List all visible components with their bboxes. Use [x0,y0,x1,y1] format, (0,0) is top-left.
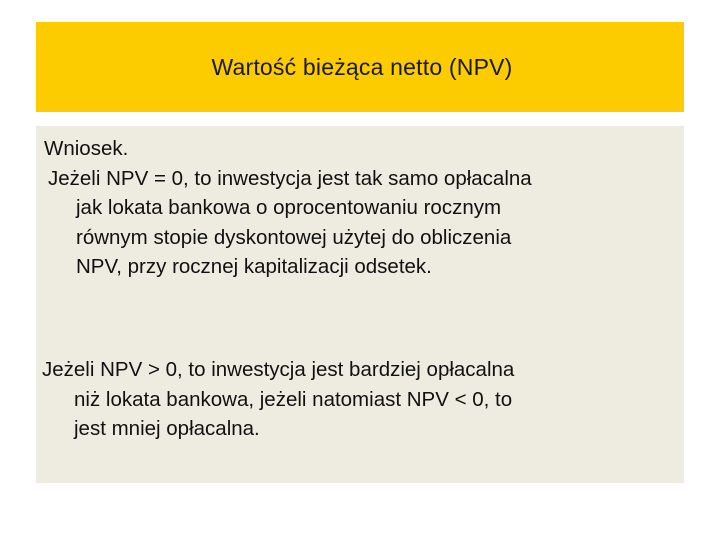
paragraph-second [42,355,514,444]
paragraph1-line-4: NPV, przy rocznej kapitalizacji odsetek. [76,255,432,278]
paragraph2-line-3: jest mniej opłacalna. [74,417,260,440]
slide-title: Wartość bieżąca netto (NPV) [211,53,513,80]
paragraph-conclusion [44,134,532,282]
paragraph1-line-3: równym stopie dyskontowej użytej do obliczenia [76,225,512,249]
title-bar [36,22,684,112]
paragraph2-line-2: niż lokata bankowa, jeżeli natomiast NPV < 0, to [74,387,513,411]
content-box [36,126,684,483]
paragraph2-line-1: Jeżeli NPV > 0, to inwestycja jest bardziej opłacalna [42,358,515,381]
paragraph1-line-2: jak lokata bankowa o oprocentowaniu rocznym [76,196,502,219]
paragraph1-line-1: Jeżeli NPV = 0, to inwestycja jest tak samo opłacalna [48,166,532,190]
conclusion-heading: Wniosek. [44,137,129,160]
